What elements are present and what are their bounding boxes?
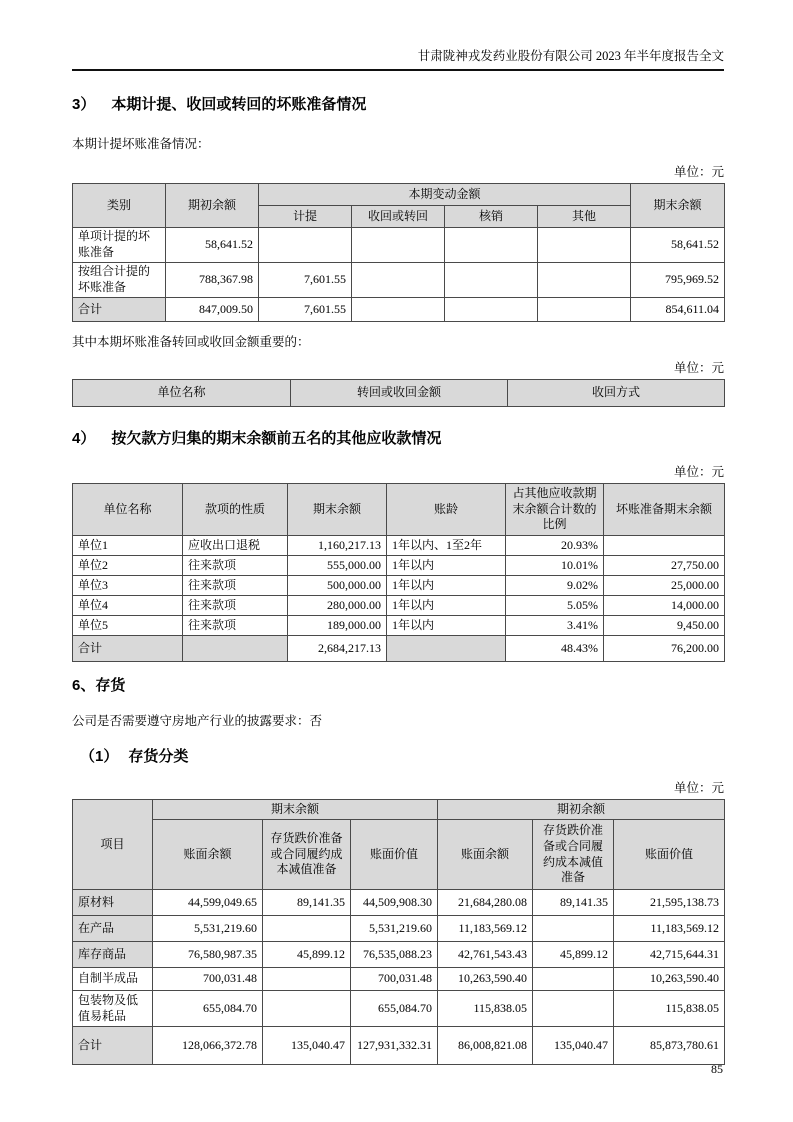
table-total-row xyxy=(73,1027,725,1065)
row-label: 单位2 xyxy=(73,556,183,576)
row-label: 在产品 xyxy=(73,916,153,942)
column-header: 期末余额 xyxy=(631,184,725,228)
data-cell xyxy=(533,991,614,1027)
data-cell: 7,601.55 xyxy=(259,298,352,322)
data-cell: 58,641.52 xyxy=(631,228,725,263)
page-number: 85 xyxy=(711,1062,723,1076)
section4-heading xyxy=(72,427,724,448)
column-header: 款项的性质 xyxy=(183,484,288,536)
subheading-title: 存货分类 xyxy=(128,748,189,765)
data-cell: 89,141.35 xyxy=(263,890,351,916)
recovery-note: 其中本期坏账准备转回或收回金额重要的： xyxy=(72,335,310,349)
data-cell xyxy=(352,298,445,322)
section4-number: 4） xyxy=(72,430,96,447)
data-cell: 854,611.04 xyxy=(631,298,725,322)
data-cell xyxy=(445,263,538,298)
table-row xyxy=(73,228,725,263)
data-cell: 往来款项 xyxy=(183,556,288,576)
data-cell: 14,000.00 xyxy=(604,596,725,616)
data-cell: 76,535,088.23 xyxy=(351,942,438,968)
data-cell: 89,141.35 xyxy=(533,890,614,916)
data-cell: 1年以内 xyxy=(387,576,506,596)
column-header: 类别 xyxy=(73,184,166,228)
column-header: 坏账准备期末余额 xyxy=(604,484,725,536)
total-label: 合计 xyxy=(73,636,183,662)
inventory-table xyxy=(72,799,725,1065)
page-content xyxy=(72,0,724,1065)
bad-debt-table xyxy=(72,183,725,322)
data-cell: 555,000.00 xyxy=(288,556,387,576)
data-cell: 1年以内 xyxy=(387,556,506,576)
data-cell: 189,000.00 xyxy=(288,616,387,636)
subheading-number: （1） xyxy=(80,748,119,765)
total-label: 合计 xyxy=(73,298,166,322)
section3-number: 3） xyxy=(72,96,96,113)
data-cell: 1,160,217.13 xyxy=(288,536,387,556)
data-cell: 700,031.48 xyxy=(153,968,263,991)
column-header: 项目 xyxy=(73,800,153,890)
table-row xyxy=(73,263,725,298)
column-header: 存货跌价准备或合同履约成本减值准备 xyxy=(263,820,351,890)
data-cell: 135,040.47 xyxy=(263,1027,351,1065)
data-cell xyxy=(263,968,351,991)
table-row xyxy=(73,556,725,576)
data-cell: 115,838.05 xyxy=(438,991,533,1027)
data-cell: 1年以内 xyxy=(387,616,506,636)
data-cell: 48.43% xyxy=(506,636,604,662)
column-header: 账面余额 xyxy=(153,820,263,890)
column-header: 账面价值 xyxy=(351,820,438,890)
column-header: 收回方式 xyxy=(508,380,725,407)
data-cell: 往来款项 xyxy=(183,616,288,636)
column-header: 单位名称 xyxy=(73,380,291,407)
total-label: 合计 xyxy=(73,1027,153,1065)
data-cell: 10,263,590.40 xyxy=(614,968,725,991)
data-cell xyxy=(352,228,445,263)
data-cell: 655,084.70 xyxy=(351,991,438,1027)
data-cell xyxy=(533,916,614,942)
row-label: 单位3 xyxy=(73,576,183,596)
row-label: 单位5 xyxy=(73,616,183,636)
data-cell: 9,450.00 xyxy=(604,616,725,636)
data-cell xyxy=(445,228,538,263)
disclosure-note: 公司是否需要遵守房地产行业的披露要求：否 xyxy=(72,714,323,728)
column-header: 转回或收回金额 xyxy=(291,380,508,407)
data-cell: 11,183,569.12 xyxy=(438,916,533,942)
data-cell: 280,000.00 xyxy=(288,596,387,616)
row-label: 单位4 xyxy=(73,596,183,616)
data-cell: 5,531,219.60 xyxy=(351,916,438,942)
table-row xyxy=(73,916,725,942)
table-row xyxy=(73,536,725,556)
unit-label: 单位：元 xyxy=(673,781,724,795)
data-cell: 85,873,780.61 xyxy=(614,1027,725,1065)
column-header: 占其他应收款期末余额合计数的比例 xyxy=(506,484,604,536)
document-header: 甘肃陇神戎发药业股份有限公司 2023 年半年度报告全文 xyxy=(72,46,724,71)
data-cell xyxy=(263,916,351,942)
data-cell: 788,367.98 xyxy=(166,263,259,298)
column-header: 账面价值 xyxy=(614,820,725,890)
data-cell: 795,969.52 xyxy=(631,263,725,298)
data-cell xyxy=(538,228,631,263)
column-header: 账龄 xyxy=(387,484,506,536)
data-cell: 2,684,217.13 xyxy=(288,636,387,662)
section3-heading xyxy=(72,93,724,114)
column-header: 计提 xyxy=(259,206,352,228)
data-cell: 3.41% xyxy=(506,616,604,636)
column-header: 单位名称 xyxy=(73,484,183,536)
data-cell: 5.05% xyxy=(506,596,604,616)
section4-title: 按欠款方归集的期末余额前五名的其他应收款情况 xyxy=(111,430,442,447)
row-label: 库存商品 xyxy=(73,942,153,968)
data-cell xyxy=(445,298,538,322)
data-cell: 25,000.00 xyxy=(604,576,725,596)
data-cell: 9.02% xyxy=(506,576,604,596)
column-header: 期初余额 xyxy=(166,184,259,228)
data-cell xyxy=(263,991,351,1027)
unit-label: 单位：元 xyxy=(673,465,724,479)
data-cell xyxy=(259,228,352,263)
data-cell: 45,899.12 xyxy=(533,942,614,968)
unit-label: 单位：元 xyxy=(673,361,724,375)
data-cell: 655,084.70 xyxy=(153,991,263,1027)
section6-heading: 6、存货 xyxy=(72,677,126,694)
data-cell: 应收出口退税 xyxy=(183,536,288,556)
table-row xyxy=(73,616,725,636)
data-cell: 44,509,908.30 xyxy=(351,890,438,916)
table-total-row xyxy=(73,636,725,662)
column-header: 账面余额 xyxy=(438,820,533,890)
table-row xyxy=(73,596,725,616)
data-cell: 10,263,590.40 xyxy=(438,968,533,991)
column-header: 其他 xyxy=(538,206,631,228)
column-header: 存货跌价准备或合同履约成本减值准备 xyxy=(533,820,614,890)
column-header-group: 本期变动金额 xyxy=(259,184,631,206)
data-cell: 1年以内、1至2年 xyxy=(387,536,506,556)
recovery-table xyxy=(72,379,725,407)
table-row xyxy=(73,991,725,1027)
data-cell xyxy=(352,263,445,298)
table-row xyxy=(73,968,725,991)
data-cell: 42,715,644.31 xyxy=(614,942,725,968)
row-label: 原材料 xyxy=(73,890,153,916)
row-label: 包装物及低值易耗品 xyxy=(73,991,153,1027)
row-label: 按组合计提的坏账准备 xyxy=(73,263,166,298)
data-cell: 115,838.05 xyxy=(614,991,725,1027)
data-cell: 21,684,280.08 xyxy=(438,890,533,916)
unit-label: 单位：元 xyxy=(673,165,724,179)
column-header: 核销 xyxy=(445,206,538,228)
data-cell: 1年以内 xyxy=(387,596,506,616)
data-cell xyxy=(604,536,725,556)
table-total-row xyxy=(73,298,725,322)
data-cell: 21,595,138.73 xyxy=(614,890,725,916)
row-label: 单位1 xyxy=(73,536,183,556)
data-cell xyxy=(538,298,631,322)
data-cell: 27,750.00 xyxy=(604,556,725,576)
column-header-group: 期初余额 xyxy=(438,800,725,820)
data-cell: 700,031.48 xyxy=(351,968,438,991)
column-header: 期末余额 xyxy=(288,484,387,536)
data-cell: 45,899.12 xyxy=(263,942,351,968)
data-cell: 20.93% xyxy=(506,536,604,556)
table-row xyxy=(73,942,725,968)
data-cell: 10.01% xyxy=(506,556,604,576)
data-cell: 76,580,987.35 xyxy=(153,942,263,968)
data-cell: 11,183,569.12 xyxy=(614,916,725,942)
row-label: 自制半成品 xyxy=(73,968,153,991)
column-header: 收回或转回 xyxy=(352,206,445,228)
receivables-table xyxy=(72,483,725,662)
inventory-subheading xyxy=(80,745,724,766)
data-cell: 5,531,219.60 xyxy=(153,916,263,942)
table-row xyxy=(73,576,725,596)
data-cell xyxy=(538,263,631,298)
data-cell: 58,641.52 xyxy=(166,228,259,263)
data-cell: 42,761,543.43 xyxy=(438,942,533,968)
data-cell: 128,066,372.78 xyxy=(153,1027,263,1065)
data-cell xyxy=(387,636,506,662)
bad-debt-intro: 本期计提坏账准备情况： xyxy=(72,137,210,151)
data-cell: 往来款项 xyxy=(183,576,288,596)
data-cell: 86,008,821.08 xyxy=(438,1027,533,1065)
data-cell: 往来款项 xyxy=(183,596,288,616)
data-cell: 135,040.47 xyxy=(533,1027,614,1065)
data-cell: 76,200.00 xyxy=(604,636,725,662)
data-cell xyxy=(183,636,288,662)
data-cell: 500,000.00 xyxy=(288,576,387,596)
data-cell xyxy=(533,968,614,991)
data-cell: 847,009.50 xyxy=(166,298,259,322)
row-label: 单项计提的坏账准备 xyxy=(73,228,166,263)
table-row xyxy=(73,890,725,916)
data-cell: 127,931,332.31 xyxy=(351,1027,438,1065)
data-cell: 7,601.55 xyxy=(259,263,352,298)
column-header-group: 期末余额 xyxy=(153,800,438,820)
data-cell: 44,599,049.65 xyxy=(153,890,263,916)
section3-title: 本期计提、收回或转回的坏账准备情况 xyxy=(111,96,367,113)
